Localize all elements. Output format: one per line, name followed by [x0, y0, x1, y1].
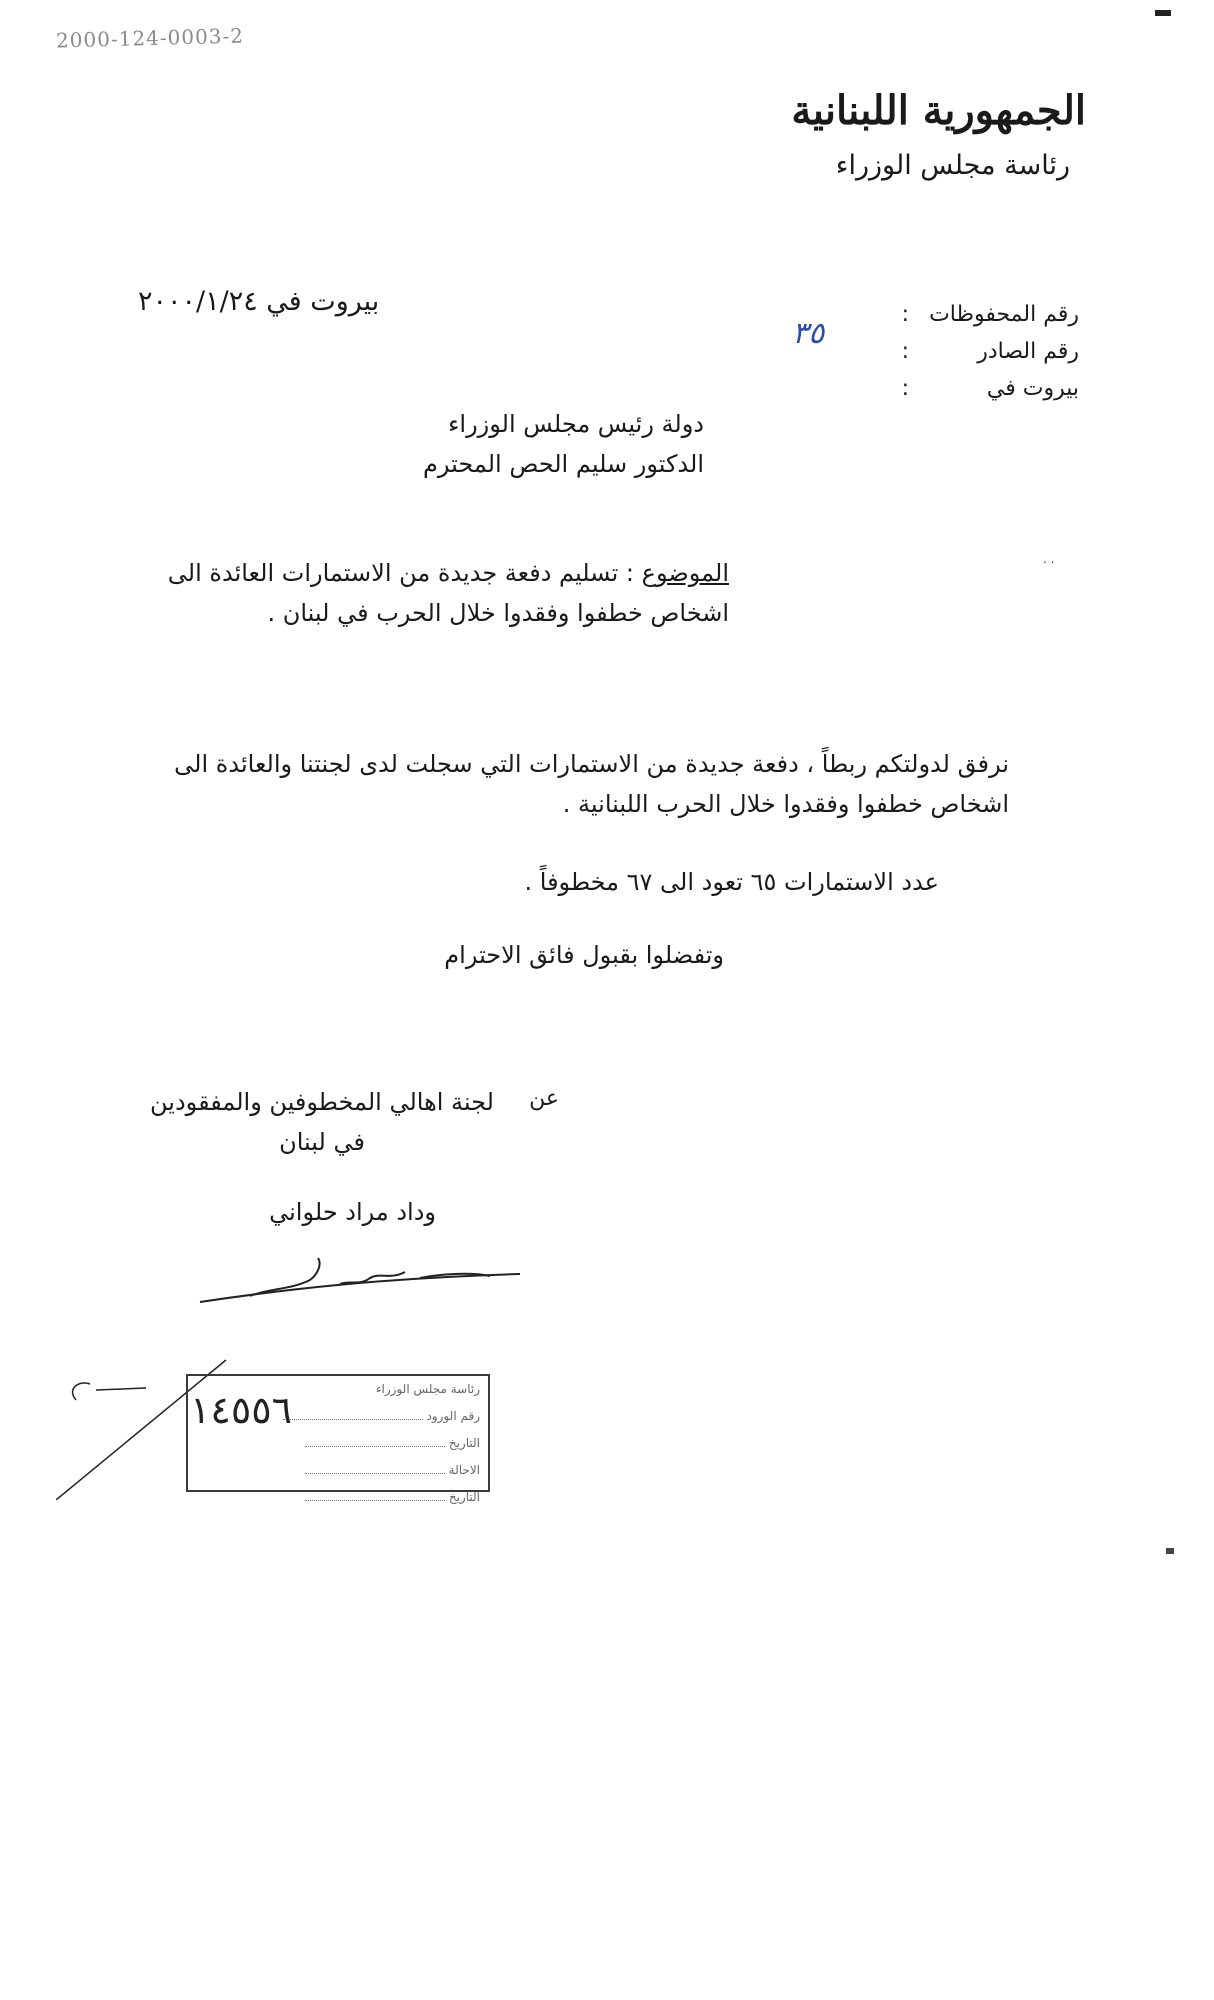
stamp-row-label: رقم الورود: [426, 1409, 480, 1423]
corner-mark: [1155, 10, 1171, 16]
stamp-row-label: التاريخ: [448, 1490, 480, 1504]
subject: [109, 553, 729, 633]
closing-line: وتفضلوا بقبول فائق الاحترام: [444, 941, 724, 969]
stamp-handwritten-number: ١٤٥٥٦: [190, 1388, 293, 1432]
letterhead-title: الجمهورية اللبنانية: [791, 87, 1086, 134]
sender-organization: لجنة اهالي المخطوفين والمفقودين: [150, 1088, 494, 1116]
addressee-title: دولة رئيس مجلس الوزراء: [448, 410, 704, 438]
signature: [190, 1250, 530, 1310]
stamp-row: [188, 1457, 488, 1484]
body-paragraph-1: نرفق لدولتكم ربطاً ، دفعة جديدة من الاستمارات التي سجلت لدى لجنتنا والعائدة الى اشخاص خطفوا وفقدوا خلال الحرب اللبنانية .: [174, 750, 1009, 818]
reference-label: رقم المحفوظات: [929, 302, 1079, 327]
margin-dots: . .: [1043, 552, 1055, 566]
letterhead-subtitle: رئاسة مجلس الوزراء: [835, 150, 1070, 181]
reference-separator: :: [901, 339, 909, 364]
reference-label: رقم الصادر: [977, 339, 1079, 364]
archive-id: 2000-124-0003-2: [55, 23, 245, 53]
letterhead: [791, 88, 1086, 181]
stamp-row-label: الاحالة: [448, 1463, 480, 1477]
reference-label: بيروت في: [986, 376, 1079, 401]
sender-location: في لبنان: [279, 1128, 365, 1156]
stamp-row: [188, 1484, 488, 1511]
subject-label: الموضوع: [641, 559, 729, 587]
addressee: [423, 404, 704, 484]
reference-separator: :: [901, 302, 909, 327]
sender-block: [112, 1082, 532, 1162]
subject-text: : تسليم دفعة جديدة من الاستمارات العائدة الى اشخاص خطفوا وفقدوا خلال الحرب في لبنان .: [167, 559, 729, 627]
stamp-title: رئاسة مجلس الوزراء: [375, 1382, 480, 1396]
reference-row: [902, 370, 1079, 407]
dateline: بيروت في ٢٠٠٠/١/٢٤: [138, 286, 380, 317]
handwritten-reference-number: ٣٥: [792, 316, 825, 351]
reference-block: [902, 296, 1079, 407]
reference-separator: :: [901, 376, 909, 401]
signer-name: وداد مراد حلواني: [269, 1198, 436, 1226]
stamp-row: [188, 1430, 488, 1457]
reference-row: [902, 333, 1079, 370]
reference-row: [902, 296, 1079, 333]
stamp-row-label: التاريخ: [448, 1436, 480, 1450]
body-paragraph-2: عدد الاستمارات ٦٥ تعود الى ٦٧ مخطوفاً .: [524, 868, 939, 896]
edge-mark: [1166, 1548, 1174, 1554]
sender-prefix: عن: [529, 1086, 559, 1111]
addressee-name: الدكتور سليم الحص المحترم: [423, 450, 704, 478]
